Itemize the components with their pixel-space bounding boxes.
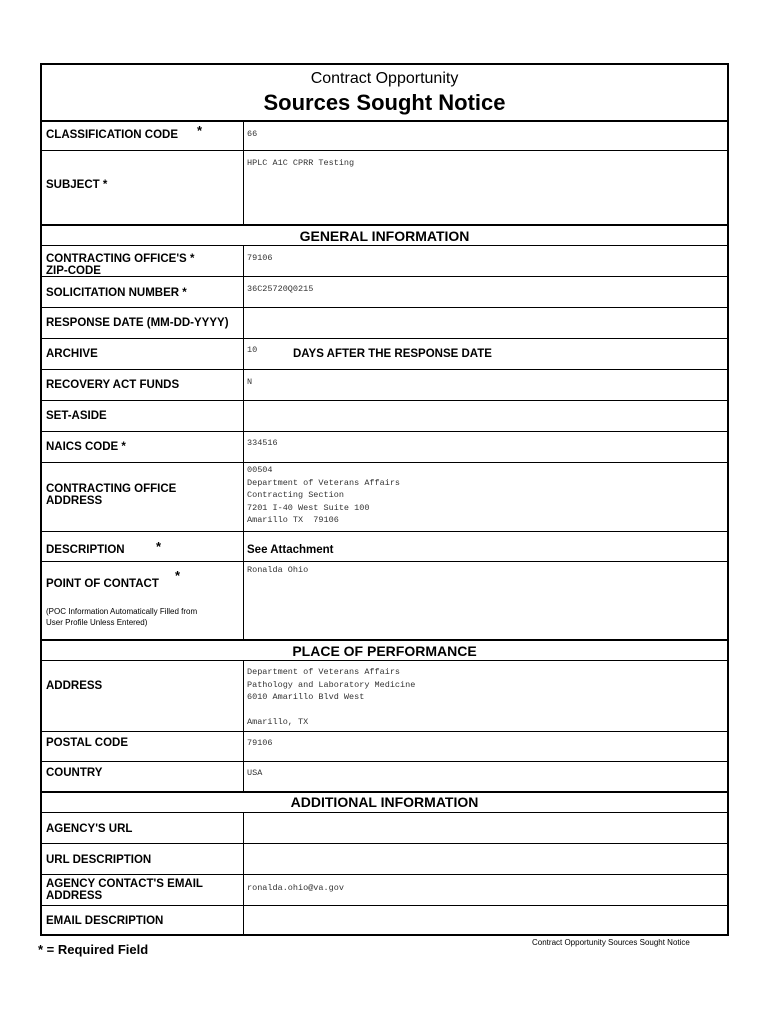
archive-suffix: DAYS AFTER THE RESPONSE DATE [293,348,492,360]
contracting-office-address-label: CONTRACTING OFFICE ADDRESS [46,483,177,507]
archive-days-field[interactable]: 10 [247,345,258,355]
zip-code-field[interactable]: 79106 [247,253,273,263]
performance-address-label: ADDRESS [46,680,103,692]
postal-code-label: POSTAL CODE [46,737,128,749]
contracting-office-address-field[interactable]: 00504 Department of Veterans Affairs Contracting Section 7201 I-40 West Suite 100 Amarillo TX 79106 [247,465,401,525]
required-star: * [102,179,108,191]
naics-code-field[interactable]: 334516 [247,438,278,448]
place-of-performance-heading: PLACE OF PERFORMANCE [292,643,477,659]
additional-information-heading: ADDITIONAL INFORMATION [290,794,479,810]
recovery-act-funds-label: RECOVERY ACT FUNDS [46,379,180,391]
required-star: * [197,123,203,138]
sources-sought-form [40,63,729,936]
naics-code-label: NAICS CODE * [46,441,126,453]
solicitation-number-field[interactable]: 36C25720Q0215 [247,284,314,294]
set-aside-label: SET-ASIDE [46,410,107,422]
classification-code-field[interactable]: 66 [247,129,258,139]
form-title-line2: Sources Sought Notice [263,90,506,115]
country-label: COUNTRY [46,767,103,779]
agency-url-label: AGENCY'S URL [46,823,133,835]
zip-code-label: CONTRACTING OFFICE'S * ZIP-CODE [46,253,195,277]
email-description-label: EMAIL DESCRIPTION [46,915,164,927]
classification-code-label: CLASSIFICATION CODE [46,129,179,141]
required-field-note: * = Required Field [38,942,149,957]
general-information-heading: GENERAL INFORMATION [299,228,470,244]
response-date-label: RESPONSE DATE (MM-DD-YYYY) [46,317,229,329]
archive-label: ARCHIVE [46,348,98,360]
agency-contact-email-label: AGENCY CONTACT'S EMAIL ADDRESS [46,878,203,902]
description-field[interactable]: See Attachment [247,544,334,556]
agency-contact-email-field[interactable]: ronalda.ohio@va.gov [247,883,344,893]
form-footer-name: Contract Opportunity Sources Sought Notice [532,938,690,947]
country-field[interactable]: USA [247,768,263,778]
performance-address-field[interactable]: Department of Veterans Affairs Pathology and Laboratory Medicine 6010 Amarillo Blvd West Amarillo, TX [247,667,416,727]
postal-code-field[interactable]: 79106 [247,738,273,748]
subject-field[interactable]: HPLC A1C CPRR Testing [247,158,355,168]
poc-note: (POC Information Automatically Filled from User Profile Unless Entered) [46,607,198,627]
point-of-contact-label: POINT OF CONTACT [46,578,159,590]
required-star: * [156,539,162,554]
recovery-act-funds-field[interactable]: N [247,377,253,387]
point-of-contact-field[interactable]: Ronalda Ohio [247,565,309,575]
subject-label: SUBJECT * [46,179,108,191]
url-description-label: URL DESCRIPTION [46,854,152,866]
required-star: * [175,568,181,583]
solicitation-number-label: SOLICITATION NUMBER * [46,287,187,299]
form-title-line1: Contract Opportunity [310,70,459,87]
description-label: DESCRIPTION [46,544,125,556]
